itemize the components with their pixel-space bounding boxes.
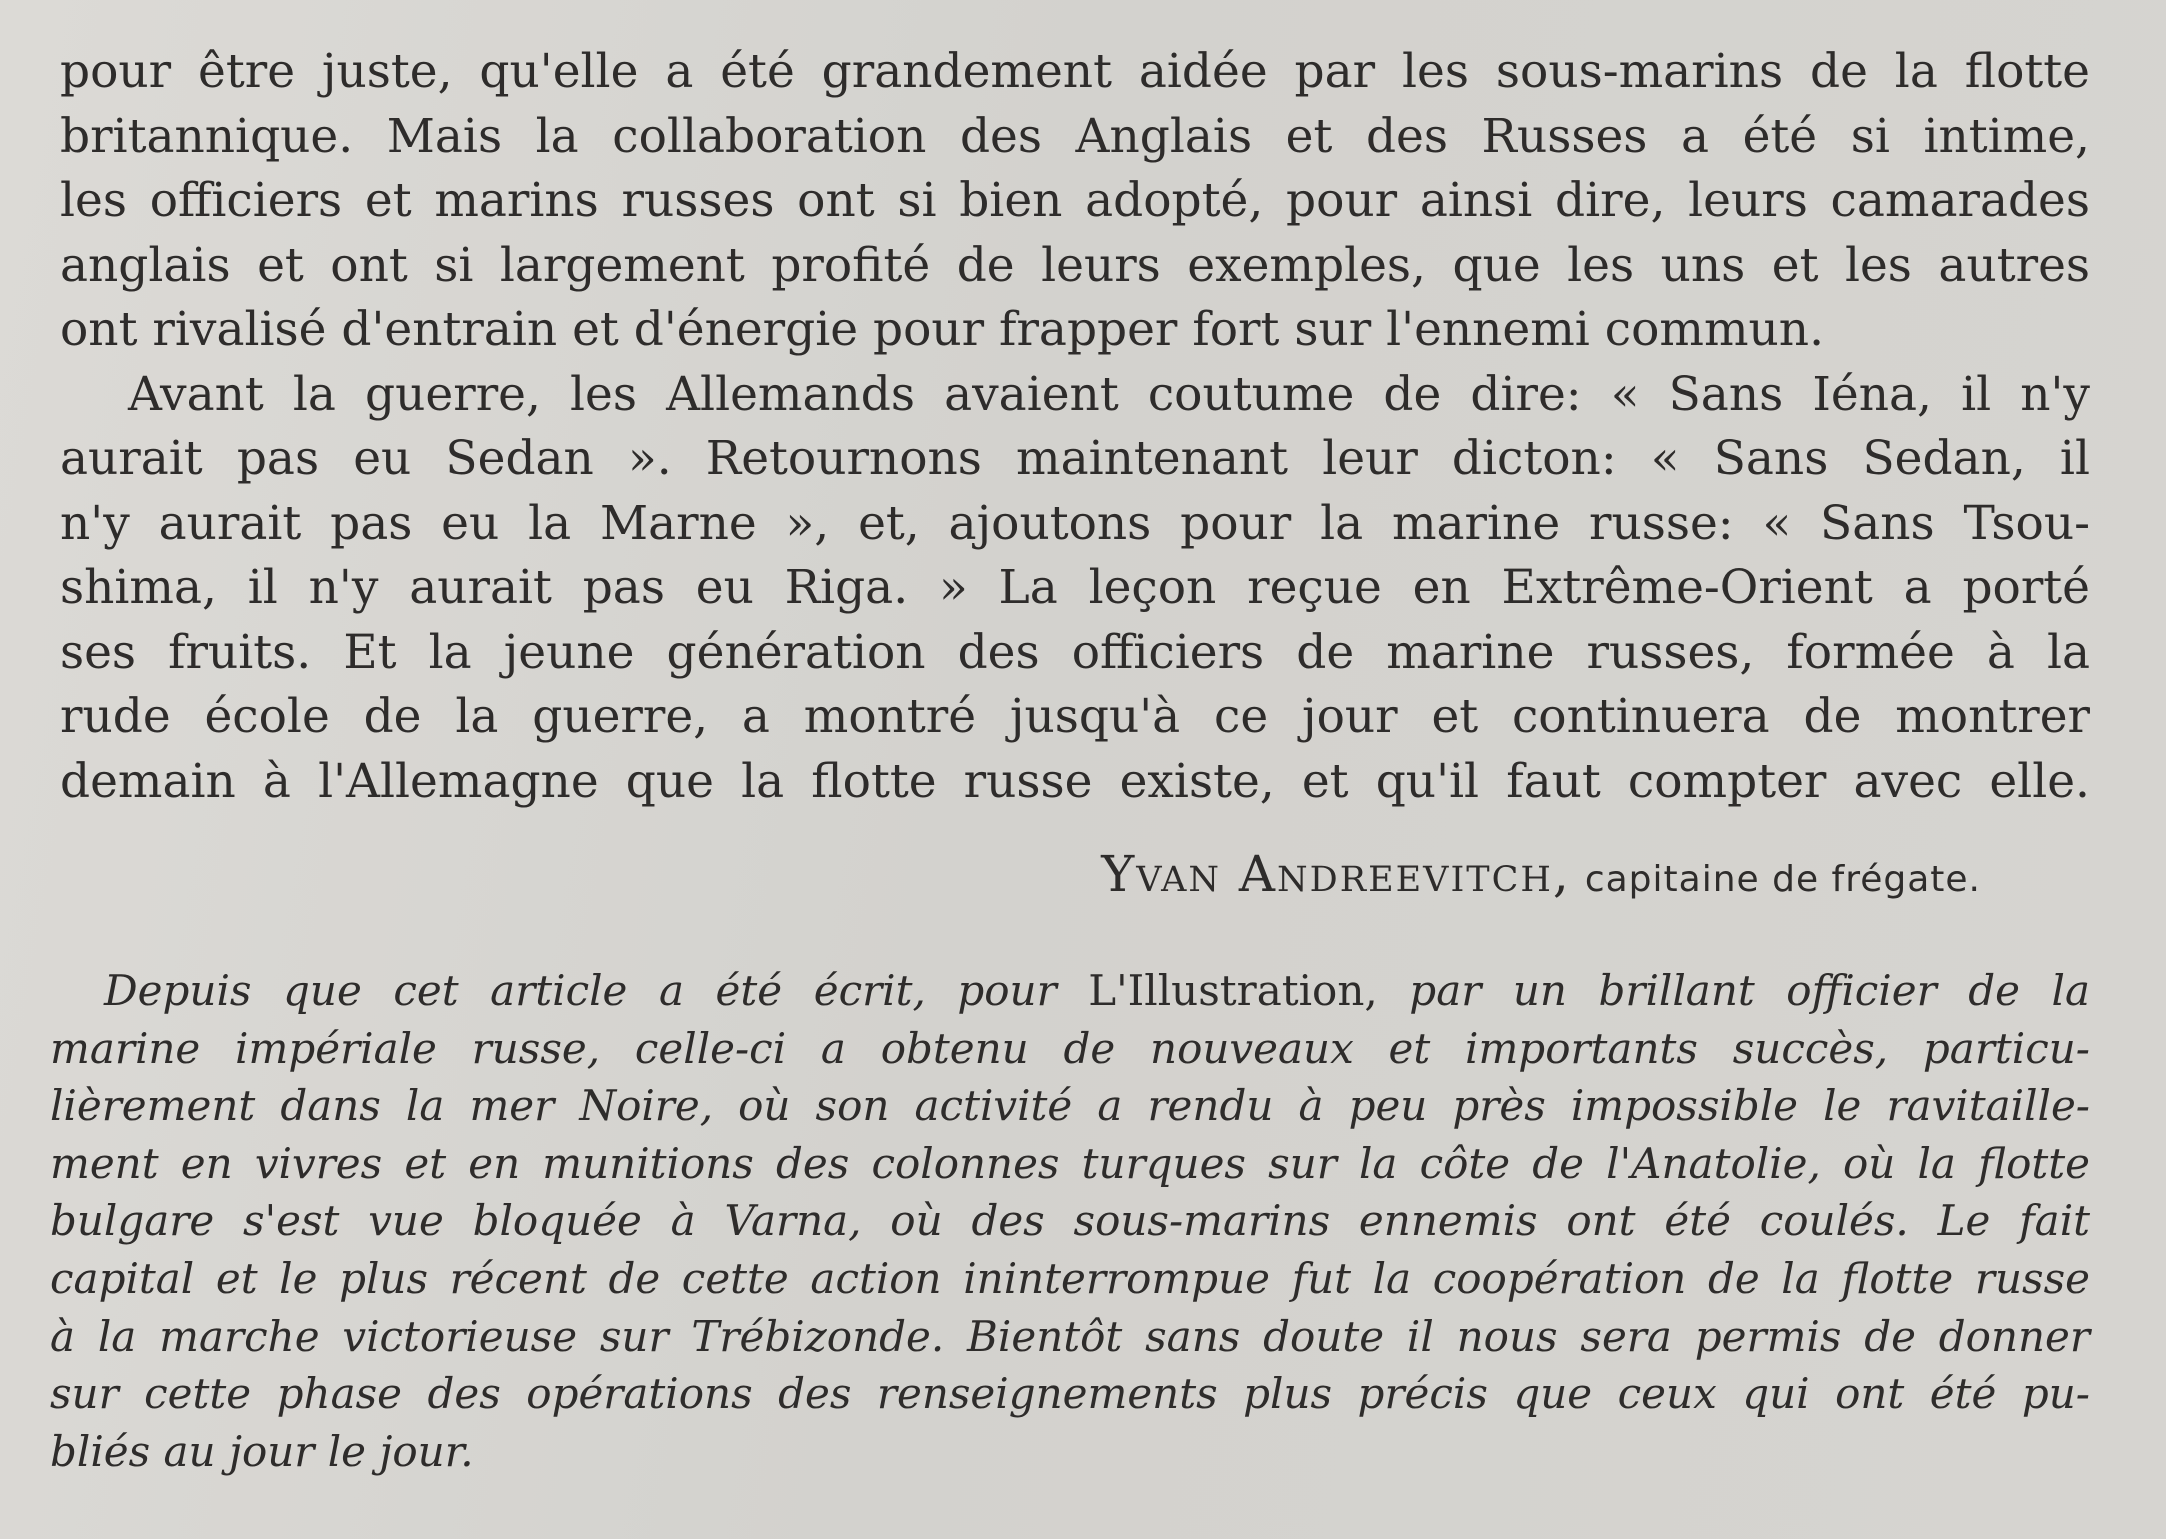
- author-name: Yvan Andreevitch,: [1101, 845, 1571, 903]
- text-line: pour être juste, qu'elle a été grandement aidée par les sous-marins de la flotte: [60, 44, 2090, 99]
- text-line: demain à l'Allemagne que la flotte russe existe, et qu'il faut compter avec elle.: [60, 753, 2090, 809]
- note-line: lièrement dans la mer Noire, où son activité a rendu à peu près impossible le ravitaille-: [50, 1081, 2090, 1131]
- note-line: bliés au jour le jour.: [50, 1426, 474, 1476]
- note-text: par un brillant officier de la: [1377, 966, 2091, 1015]
- note-line: ment en vivres et en munitions des colonnes turques sur la côte de l'Anatolie, où la flotte: [50, 1138, 2090, 1188]
- editor-note: [50, 962, 2090, 1480]
- note-line: marine impériale russe, celle-ci a obtenu de nouveaux et importants succès, particu-: [50, 1023, 2090, 1073]
- text-line: n'y aurait pas eu la Marne », et, ajoutons pour la marine russe: « Sans Tsou-: [60, 495, 2090, 551]
- author-role: capitaine de frégate.: [1584, 859, 1981, 900]
- paragraph-2: [60, 363, 2090, 815]
- text-line: aurait pas eu Sedan ». Retournons maintenant leur dicton: « Sans Sedan, il: [60, 431, 2090, 486]
- author-signature: [1101, 845, 1981, 903]
- text-line: Avant la guerre, les Allemands avaient coutume de dire: « Sans Iéna, il n'y: [128, 366, 2090, 422]
- note-line: [50, 962, 2090, 1020]
- text-line: ses fruits. Et la jeune génération des officiers de marine russes, formée à la: [60, 624, 2090, 680]
- publication-title: L'Illustration,: [1088, 966, 1378, 1015]
- note-line: à la marche victorieuse sur Trébizonde. Bientôt sans doute il nous sera permis de donner: [50, 1311, 2090, 1361]
- note-line: capital et le plus récent de cette action ininterrompue fut la coopération de la flotte russe: [50, 1253, 2090, 1303]
- note-text: Depuis que cet article a été écrit, pour: [104, 966, 1089, 1015]
- text-line: ont rivalisé d'entrain et d'énergie pour frapper fort sur l'ennemi commun.: [60, 302, 1825, 357]
- text-line: anglais et ont si largement profité de leurs exemples, que les uns et les autres: [60, 237, 2090, 293]
- note-line: bulgare s'est vue bloquée à Varna, où des sous-marins ennemis ont été coulés. Le fait: [50, 1196, 2090, 1246]
- text-line: britannique. Mais la collaboration des Anglais et des Russes a été si intime,: [60, 108, 2090, 164]
- text-line: rude école de la guerre, a montré jusqu'à ce jour et continuera de montrer: [60, 689, 2090, 744]
- text-line: shima, il n'y aurait pas eu Riga. » La leçon reçue en Extrême-Orient a porté: [60, 560, 2090, 615]
- text-line: les officiers et marins russes ont si bien adopté, pour ainsi dire, leurs camarades: [60, 173, 2090, 228]
- article-body: [60, 40, 2090, 814]
- note-line: sur cette phase des opérations des renseignements plus précis que ceux qui ont été pu-: [50, 1369, 2090, 1419]
- paragraph-1: [60, 40, 2090, 363]
